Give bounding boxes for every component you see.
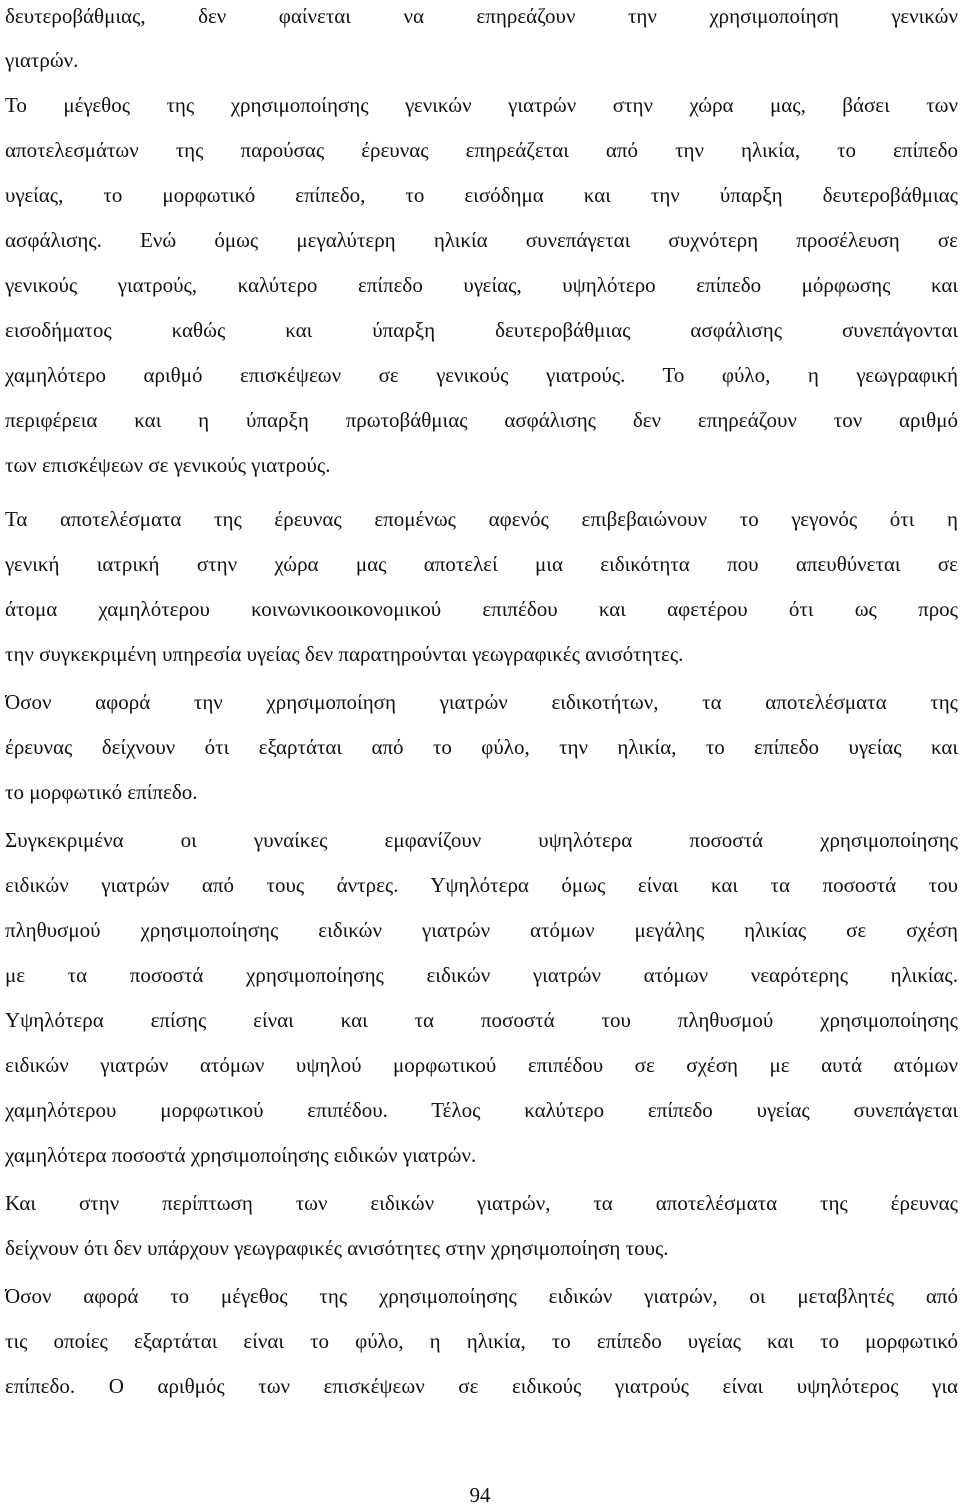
document-page [5, 0, 960, 1508]
text-line: δείχνουν ότι δεν υπάρχουν γεωγραφικές ανισότητες στην χρησιμοποίηση τους. [5, 1236, 669, 1260]
text-line: άτομα χαμηλότερου κοινωνικοοικονομικού επιπέδου και αφετέρου ότι ως προς [5, 597, 958, 621]
page-number: 94 [469, 1483, 491, 1507]
text-line: Όσον αφορά το μέγεθος της χρησιμοποίησης ειδικών γιατρών, οι μεταβλητές από [5, 1284, 958, 1308]
text-line: Και στην περίπτωση των ειδικών γιατρών, τα αποτελέσματα της έρευνας [5, 1191, 958, 1215]
text-line: χαμηλότερου μορφωτικού επιπέδου. Τέλος καλύτερο επίπεδο υγείας συνεπάγεται [5, 1098, 958, 1122]
text-line: Υψηλότερα επίσης είναι και τα ποσοστά του πληθυσμού χρησιμοποίησης [5, 1008, 958, 1032]
text-line: το μορφωτικό επίπεδο. [5, 780, 198, 804]
text-line: γενική ιατρική στην χώρα μας αποτελεί μια ειδικότητα που απευθύνεται σε [5, 552, 958, 576]
text-line: περιφέρεια και η ύπαρξη πρωτοβάθμιας ασφάλισης δεν επηρεάζουν τον αριθμό [5, 408, 958, 432]
text-line: των επισκέψεων σε γενικούς γιατρούς. [5, 453, 331, 477]
text-line: ειδικών γιατρών από τους άντρες. Υψηλότερα όμως είναι και τα ποσοστά του [5, 873, 958, 897]
text-line: αποτελεσμάτων της παρούσας έρευνας επηρεάζεται από την ηλικία, το επίπεδο [5, 138, 958, 162]
text-line: υγείας, το μορφωτικό επίπεδο, το εισόδημα και την ύπαρξη δευτεροβάθμιας [5, 183, 958, 207]
text-line: πληθυσμού χρησιμοποίησης ειδικών γιατρών ατόμων μεγάλης ηλικίας σε σχέση [5, 918, 958, 942]
text-line: χαμηλότερο αριθμό επισκέψεων σε γενικούς γιατρούς. Το φύλο, η γεωγραφική [5, 363, 958, 387]
text-line: Το μέγεθος της χρησιμοποίησης γενικών γιατρών στην χώρα μας, βάσει των [5, 93, 958, 117]
text-line: την συγκεκριμένη υπηρεσία υγείας δεν παρατηρούνται γεωγραφικές ανισότητες. [5, 642, 684, 666]
text-line: χαμηλότερα ποσοστά χρησιμοποίησης ειδικών γιατρών. [5, 1143, 477, 1167]
text-line: επίπεδο. Ο αριθμός των επισκέψεων σε ειδικούς γιατρούς είναι υψηλότερος για [5, 1374, 958, 1398]
text-line: δευτεροβάθμιας, δεν φαίνεται να επηρεάζουν την χρησιμοποίηση γενικών [5, 4, 958, 28]
text-line: γενικούς γιατρούς, καλύτερο επίπεδο υγείας, υψηλότερο επίπεδο μόρφωσης και [5, 273, 958, 297]
text-line: Συγκεκριμένα οι γυναίκες εμφανίζουν υψηλότερα ποσοστά χρησιμοποίησης [5, 828, 958, 852]
text-line: εισοδήματος καθώς και ύπαρξη δευτεροβάθμιας ασφάλισης συνεπάγονται [5, 318, 958, 342]
text-line: έρευνας δείχνουν ότι εξαρτάται από το φύλο, την ηλικία, το επίπεδο υγείας και [5, 735, 958, 759]
text-line: γιατρών. [5, 48, 79, 72]
text-line: Τα αποτελέσματα της έρευνας επομένως αφενός επιβεβαιώνουν το γεγονός ότι η [5, 507, 958, 531]
text-line: Όσον αφορά την χρησιμοποίηση γιατρών ειδικοτήτων, τα αποτελέσματα της [5, 690, 958, 714]
text-line: τις οποίες εξαρτάται είναι το φύλο, η ηλικία, το επίπεδο υγείας και το μορφωτικό [5, 1329, 958, 1353]
text-line: με τα ποσοστά χρησιμοποίησης ειδικών γιατρών ατόμων νεαρότερης ηλικίας. [5, 963, 958, 987]
text-line: ασφάλισης. Ενώ όμως μεγαλύτερη ηλικία συνεπάγεται συχνότερη προσέλευση σε [5, 228, 958, 252]
text-line: ειδικών γιατρών ατόμων υψηλού μορφωτικού επιπέδου σε σχέση με αυτά ατόμων [5, 1053, 958, 1077]
